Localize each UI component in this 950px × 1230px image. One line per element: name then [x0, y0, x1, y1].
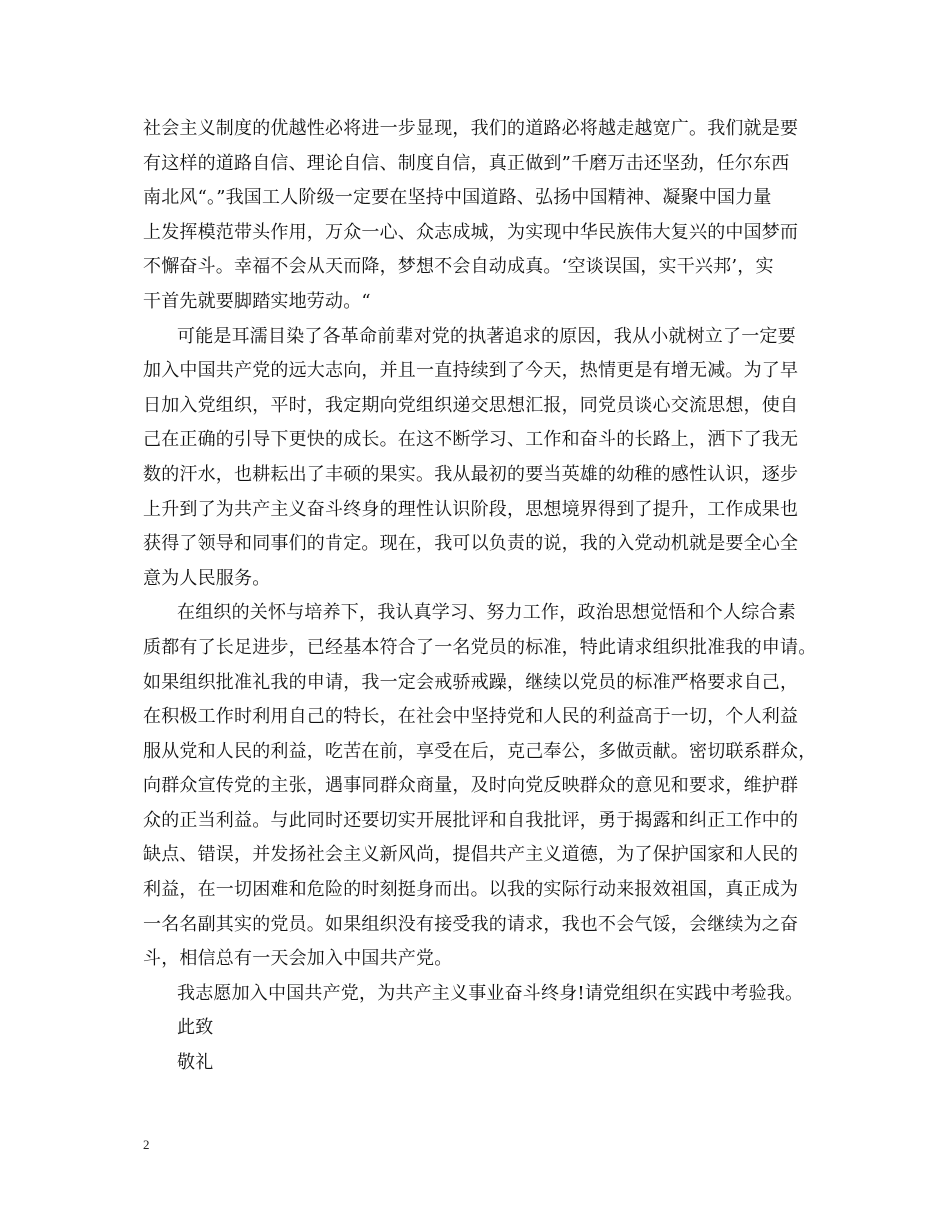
text-line: 如果组织批准礼我的申请，我一定会戒骄戒躁，继续以党员的标准严格要求自己， [143, 671, 799, 693]
text-line: 服从党和人民的利益，吃苦在前，享受在后，克己奉公，多做贡献。密切联系群众， [143, 740, 817, 762]
text-line: 斗，相信总有一天会加入中国共产党。 [143, 948, 453, 970]
text-line: 质都有了长足进步，已经基本符合了一名党员的标准，特此请求组织批准我的申请。 [143, 636, 817, 658]
text-line: 加入中国共产党的远大志向，并且一直持续到了今天，热情更是有增无减。为了早 [143, 360, 799, 382]
document-body [143, 112, 833, 1081]
text-line: 南北风“。”我国工人阶级一定要在坚持中国道路、弘扬中国精神、凝聚中国力量 [143, 187, 772, 209]
closing-line: 敬礼 [177, 1052, 214, 1074]
text-line: 有这样的道路自信、理论自信、制度自信，真正做到”千磨万击还坚劲，任尔东西 [143, 152, 790, 174]
text-line: 获得了领导和同事们的肯定。现在，我可以负责的说，我的入党动机就是要全心全 [143, 533, 799, 555]
text-line: 日加入党组织，平时，我定期向党组织递交思想汇报，同党员谈心交流思想，使自 [143, 394, 799, 416]
text-line: 社会主义制度的优越性必将进一步显现，我们的道路必将越走越宽广。我们就是要 [143, 118, 799, 139]
text-line: 意为人民服务。 [143, 567, 271, 589]
text-line: 一名名副其实的党员。如果组织没有接受我的请求，我也不会气馁，会继续为之奋 [143, 913, 799, 935]
text-line: 我志愿加入中国共产党，为共产主义事业奋斗终身!请党组织在实践中考验我。 [177, 982, 804, 1004]
text-line: 缺点、错误，并发扬社会主义新风尚，提倡共产主义道德，为了保护国家和人民的 [143, 844, 799, 866]
closing-line: 此致 [177, 1017, 214, 1039]
text-line: 利益，在一切困难和危险的时刻挺身而出。以我的实际行动来报效祖国，真正成为 [143, 879, 799, 901]
text-line: 干首先就要脚踏实地劳动。“ [143, 290, 371, 312]
text-line: 可能是耳濡目染了各革命前辈对党的执著追求的原因，我从小就树立了一定要 [177, 325, 796, 347]
page-number: 2 [143, 1137, 150, 1152]
text-line: 不懈奋斗。幸福不会从天而降，梦想不会自动成真。‘空谈误国，实干兴邦’，实 [143, 256, 774, 278]
text-line: 上发挥模范带头作用，万众一心、众志成城，为实现中华民族伟大复兴的中国梦而 [143, 221, 799, 243]
text-line: 在组织的关怀与培养下，我认真学习、努力工作，政治思想觉悟和个人综合素 [177, 602, 796, 624]
text-line: 己在正确的引导下更快的成长。在这不断学习、工作和奋斗的长路上，洒下了我无 [143, 429, 799, 451]
text-line: 众的正当利益。与此同时还要切实开展批评和自我批评，勇于揭露和纠正工作中的 [143, 809, 799, 831]
text-line: 数的汗水，也耕耘出了丰硕的果实。我从最初的要当英雄的幼稚的感性认识，逐步 [143, 463, 799, 485]
text-line: 向群众宣传党的主张，遇事同群众商量，及时向党反映群众的意见和要求，维护群 [143, 775, 799, 797]
text-line: 在积极工作时利用自己的特长，在社会中坚持党和人民的利益高于一切，个人利益 [143, 706, 799, 728]
text-line: 上升到了为共产主义奋斗终身的理性认识阶段，思想境界得到了提升，工作成果也 [143, 498, 799, 520]
